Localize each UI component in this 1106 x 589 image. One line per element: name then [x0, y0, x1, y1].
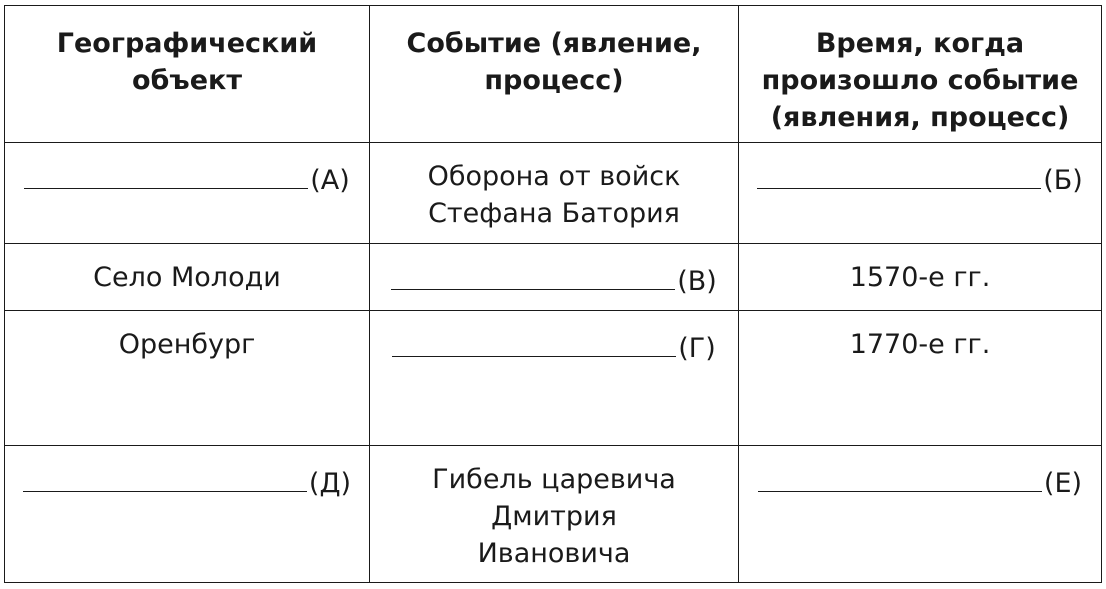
blank-line	[391, 259, 675, 290]
time-cell: 1770-е гг.	[739, 311, 1102, 446]
place-cell: Оренбург	[5, 311, 370, 446]
header-time: Время, когда произошло событие (явления, процесс)	[739, 6, 1102, 143]
blank-line	[758, 461, 1042, 492]
blank-line	[24, 158, 308, 189]
blank-label: (Е)	[1043, 468, 1083, 499]
blank-cell-g	[370, 311, 739, 446]
blank-label: (Г)	[678, 333, 716, 364]
blank-cell-e	[739, 446, 1102, 583]
blank-cell-v	[370, 244, 739, 311]
blank-line	[392, 326, 676, 357]
blank-label: (А)	[310, 165, 350, 196]
blank-line	[23, 461, 307, 492]
events-table	[4, 5, 1102, 583]
table-row	[5, 446, 1102, 583]
blank-cell-a	[5, 143, 370, 244]
blank-label: (Д)	[308, 468, 352, 499]
header-event: Событие (явление, процесс)	[370, 6, 739, 143]
table-row	[5, 143, 1102, 244]
time-cell: 1570-е гг.	[739, 244, 1102, 311]
blank-label: (В)	[677, 266, 717, 297]
blank-cell-d	[5, 446, 370, 583]
table-row	[5, 311, 1102, 446]
blank-cell-b	[739, 143, 1102, 244]
event-cell: Оборона от войск Стефана Батория	[370, 143, 739, 244]
header-geographic-object: Географический объект	[5, 6, 370, 143]
blank-line	[757, 158, 1041, 189]
place-cell: Село Молоди	[5, 244, 370, 311]
header-row	[5, 6, 1102, 143]
blank-label: (Б)	[1043, 165, 1083, 196]
table-row	[5, 244, 1102, 311]
event-cell: Гибель царевича Дмитрия Ивановича	[370, 446, 739, 583]
